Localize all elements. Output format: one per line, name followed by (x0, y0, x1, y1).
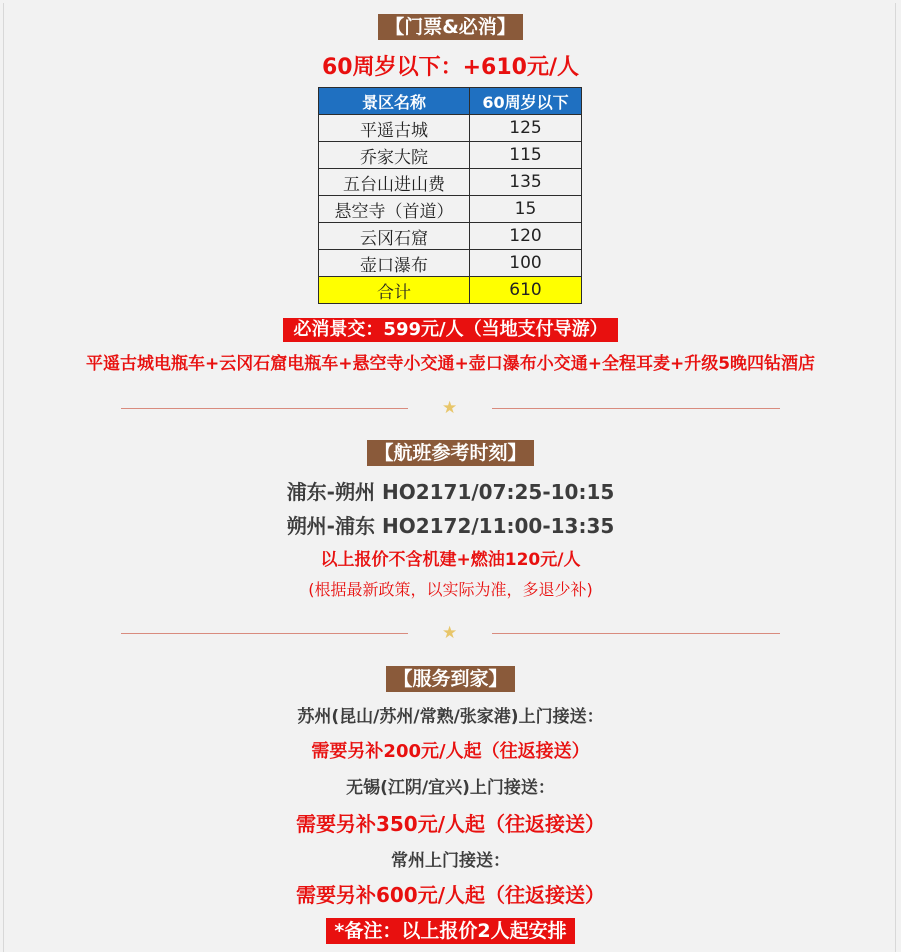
table-cell: 120 (470, 223, 582, 250)
table-cell: 云冈石窟 (319, 223, 470, 250)
ticket-table (318, 87, 582, 304)
suzhou-label: 苏州(昆山/苏州/常熟/张家港)上门接送： (297, 707, 604, 727)
remark-row (0, 918, 901, 944)
suzhou-price: 需要另补200元/人起（往返接送） (311, 741, 590, 762)
table-cell: 135 (470, 169, 582, 196)
wuxi-label: 无锡(江阴/宜兴)上门接送： (346, 778, 555, 798)
tickets-header: 【门票&必消】 (378, 14, 523, 40)
table-cell: 壶口瀑布 (319, 250, 470, 277)
service-header-row (0, 666, 901, 692)
table-cell: 115 (470, 142, 582, 169)
service-header: 【服务到家】 (386, 666, 514, 692)
flight-return: 朔州-浦东 HO2172/11:00-13:35 (286, 514, 615, 538)
age-price: 60周岁以下：+610元/人 (321, 55, 579, 80)
changzhou-label: 常州上门接送： (391, 851, 510, 871)
table-row (319, 223, 582, 250)
table-row (319, 115, 582, 142)
table-row (319, 142, 582, 169)
divider-right (492, 408, 780, 409)
wuxi-price: 需要另补350元/人起（往返接送） (295, 812, 606, 836)
must-pay-row (0, 318, 901, 342)
table-row (319, 169, 582, 196)
table-header-row (319, 88, 582, 115)
table-cell: 平遥古城 (319, 115, 470, 142)
table-row (319, 196, 582, 223)
total-row (319, 277, 582, 304)
table-cell: 15 (470, 196, 582, 223)
total-value: 610 (470, 277, 582, 304)
table-cell: 乔家大院 (319, 142, 470, 169)
divider-left (121, 633, 408, 634)
total-label: 合计 (319, 277, 470, 304)
changzhou-price: 需要另补600元/人起（往返接送） (295, 883, 606, 907)
flight-outbound: 浦东-朔州 HO2171/07:25-10:15 (286, 480, 615, 504)
table-cell: 悬空寺（首道） (319, 196, 470, 223)
tickets-header-row (0, 14, 901, 40)
flights-header-row (0, 440, 901, 466)
must-pay-detail: 平遥古城电瓶车+云冈石窟电瓶车+悬空寺小交通+壶口瀑布小交通+全程耳麦+升级5晚四钻酒店 (85, 354, 816, 374)
divider-right (492, 633, 780, 634)
column-header: 60周岁以下 (470, 88, 582, 115)
flight-policy-note: (根据最新政策，以实际为准，多退少补) (308, 580, 593, 599)
column-header: 景区名称 (319, 88, 470, 115)
star-icon: ★ (442, 623, 458, 643)
table-cell: 125 (470, 115, 582, 142)
divider-left (121, 408, 408, 409)
flight-fee-note: 以上报价不含机建+燃油120元/人 (320, 550, 581, 570)
flights-header: 【航班参考时刻】 (367, 440, 533, 466)
table-cell: 五台山进山费 (319, 169, 470, 196)
table-cell: 100 (470, 250, 582, 277)
star-icon: ★ (442, 398, 458, 418)
table-row (319, 250, 582, 277)
must-pay-badge: 必消景交：599元/人（当地支付导游） (283, 318, 617, 342)
remark-badge: *备注：以上报价2人起安排 (326, 918, 574, 944)
